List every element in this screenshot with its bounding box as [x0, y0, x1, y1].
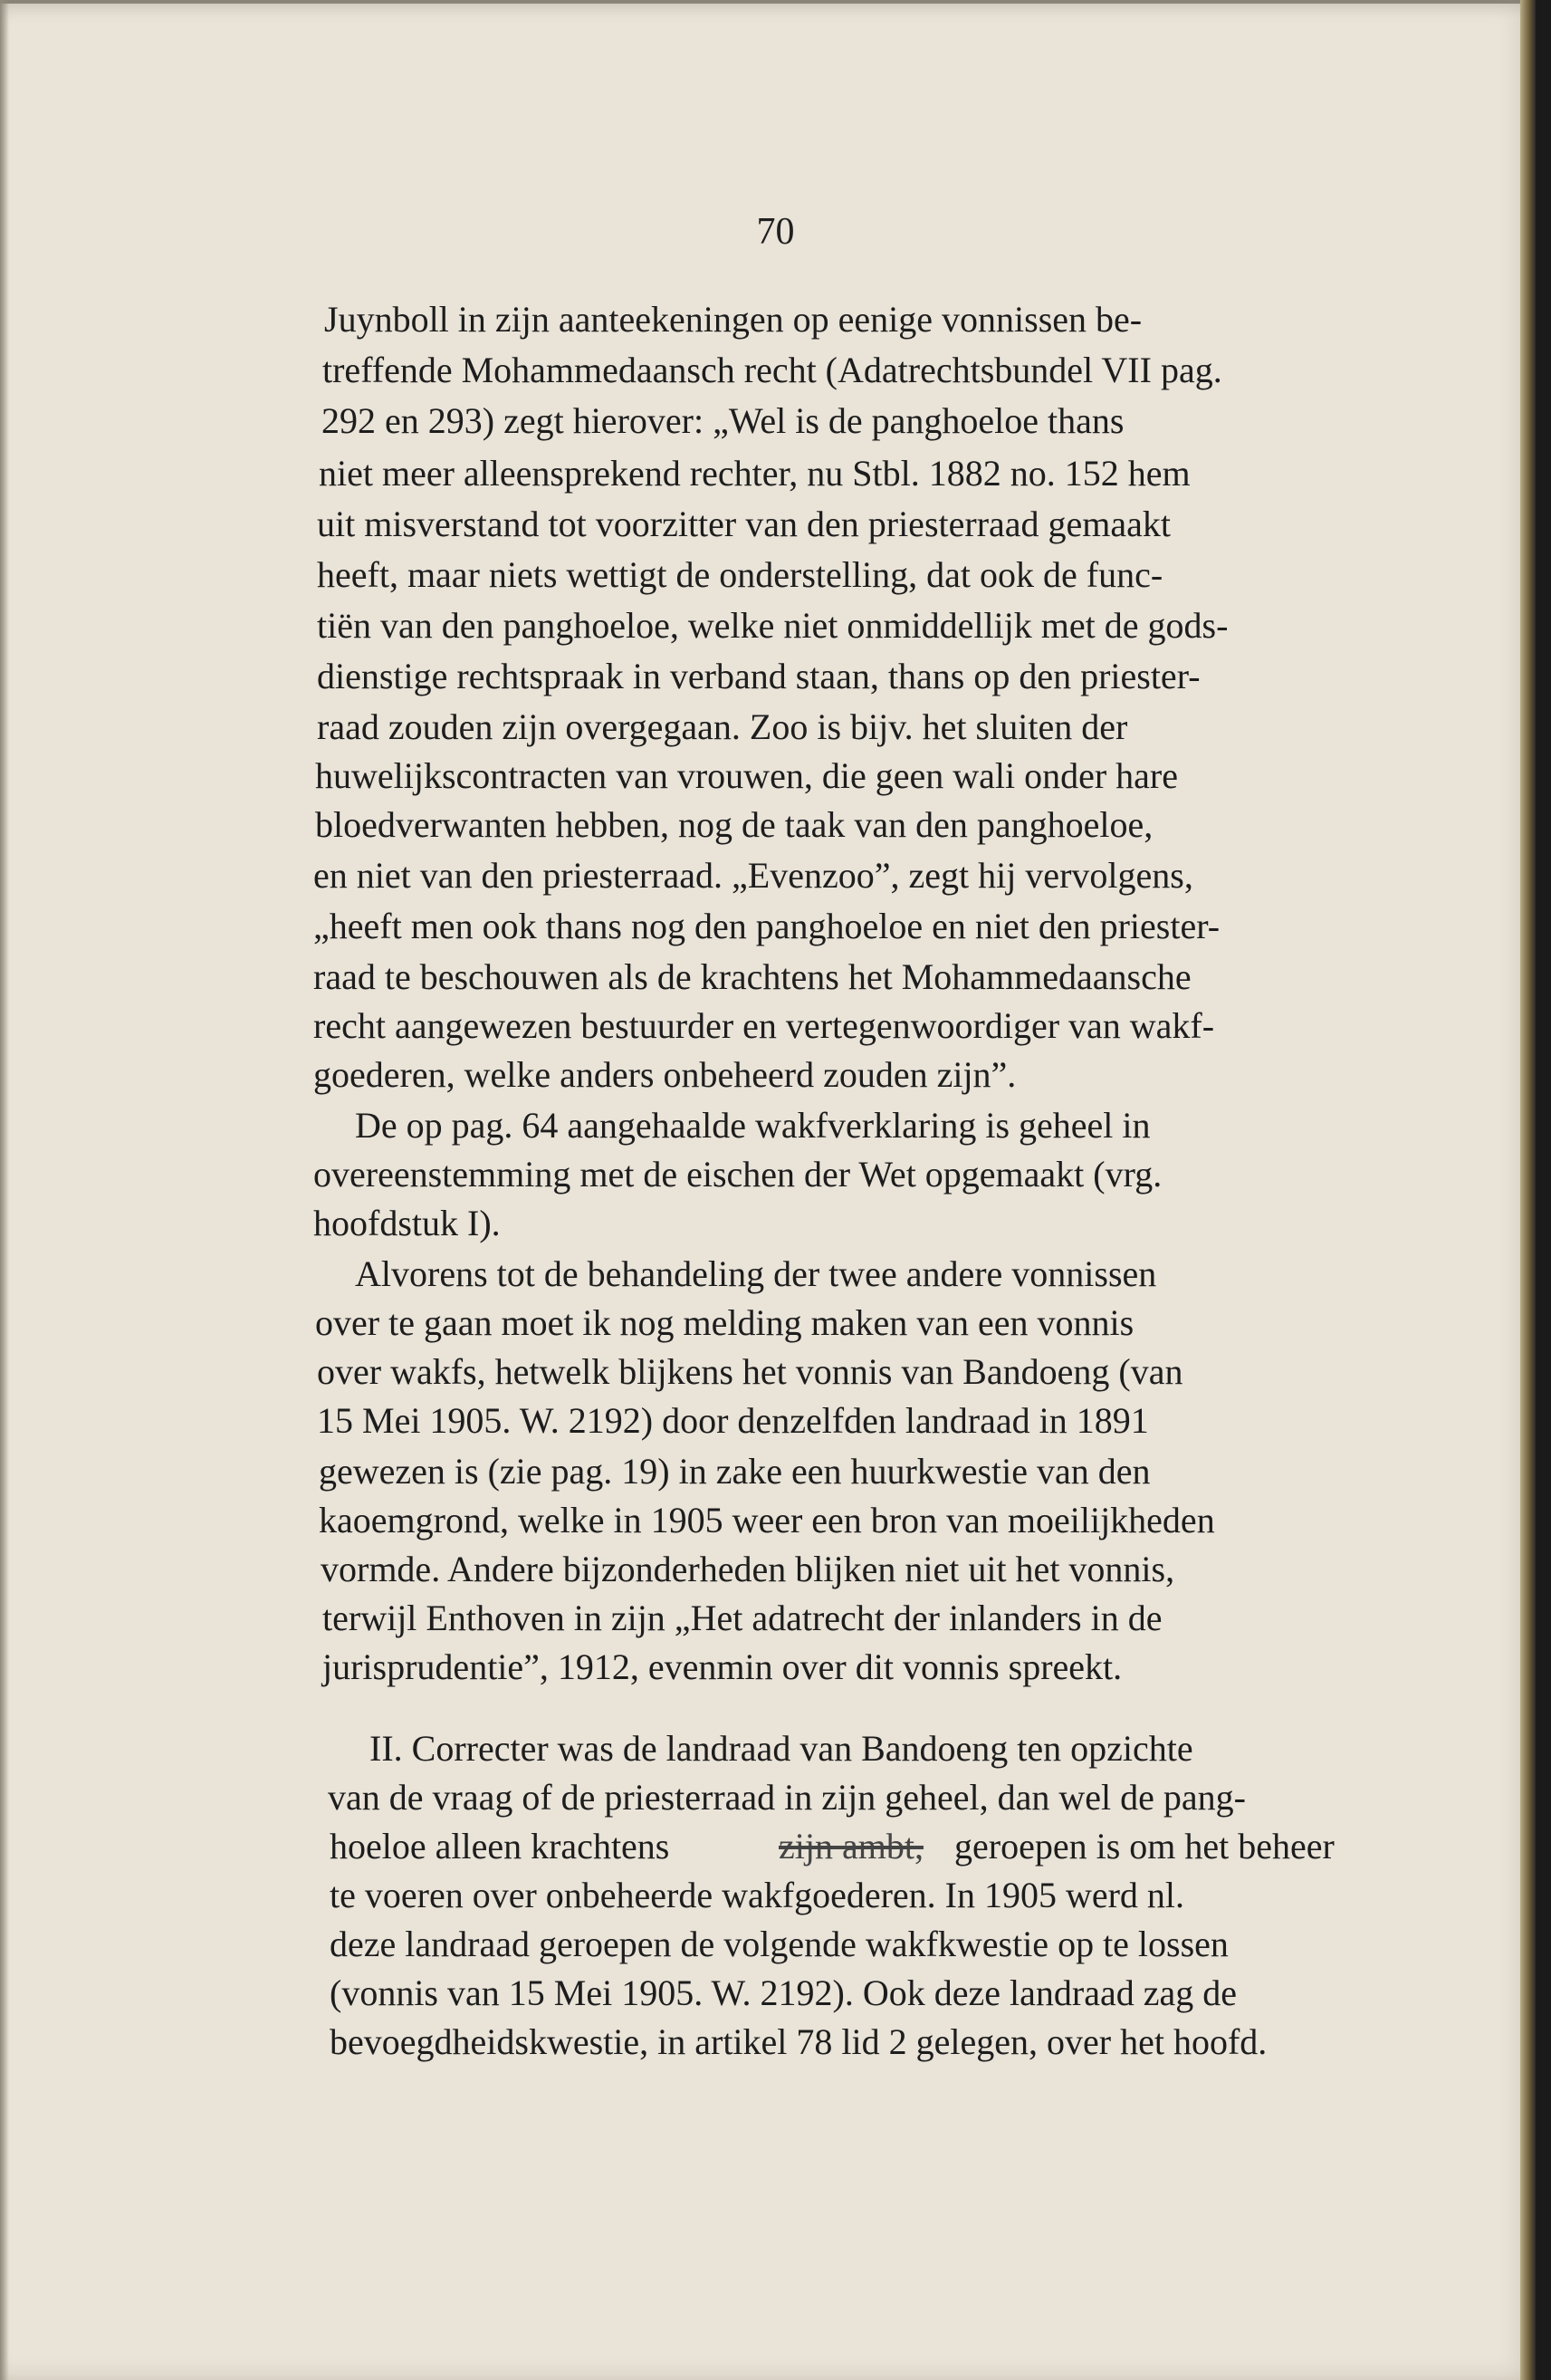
text-line: recht aangewezen bestuurder en vertegenwoordiger van wakf- [313, 1005, 1215, 1046]
text-line: heeft, maar niets wettigt de onderstelling, dat ook de func- [317, 554, 1163, 595]
text-line: „heeft men ook thans nog den panghoeloe en niet den priester- [313, 906, 1221, 946]
text-line: gewezen is (zie pag. 19) in zake een huurkwestie van den [319, 1451, 1151, 1492]
text-line: 15 Mei 1905. W. 2192) door denzelfden landraad in 1891 [317, 1400, 1149, 1441]
text-line: en niet van den priesterraad. „Evenzoo”, zegt hij vervolgens, [313, 855, 1193, 896]
text-line: De op pag. 64 aangehaalde wakfverklaring is geheel in [355, 1105, 1151, 1146]
page-number: 70 [756, 211, 795, 253]
text-line: te voeren over onbeheerde wakfgoederen. In 1905 werd nl. [330, 1875, 1185, 1915]
text-line: over te gaan moet ik nog melding maken van een vonnis [315, 1302, 1135, 1343]
text-line: kaoemgrond, welke in 1905 weer een bron van moeilijkheden [319, 1500, 1215, 1540]
text-line: goederen, welke anders onbeheerd zouden zijn”. [313, 1054, 1017, 1095]
text-line: jurisprudentie”, 1912, evenmin over dit vonnis spreekt. [322, 1646, 1123, 1687]
text-line: dienstige rechtspraak in verband staan, thans op den priester- [317, 656, 1201, 696]
text-line: tiën van den panghoeloe, welke niet onmiddellijk met de gods- [317, 605, 1229, 646]
text-line: deze landraad geroepen de volgende wakfkwestie op te lossen [330, 1924, 1229, 1964]
text-line: terwijl Enthoven in zijn „Het adatrecht der inlanders in de [322, 1598, 1163, 1638]
text-line: raad te beschouwen als de krachtens het Mohammedaansche [313, 956, 1192, 997]
text-line: 292 en 293) zegt hierover: „Wel is de panghoeloe thans [321, 400, 1125, 441]
text-line: Alvorens tot de behandeling der twee andere vonnissen [355, 1253, 1157, 1294]
text-line: raad zouden zijn overgegaan. Zoo is bijv. het sluiten der [317, 706, 1128, 747]
text-line: overeenstemming met de eischen der Wet opgemaakt (vrg. [313, 1154, 1163, 1195]
text-line: over wakfs, hetwelk blijkens het vonnis van Bandoeng (van [317, 1351, 1183, 1392]
text-line: bevoegdheidskwestie, in artikel 78 lid 2 gelegen, over het hoofd. [330, 2021, 1268, 2062]
page-top-edge [0, 0, 1536, 4]
text-line: bloedverwanten hebben, nog de taak van den panghoeloe, [315, 804, 1154, 845]
text-line: hoofdstuk I). [313, 1203, 501, 1243]
text-line: hoeloe alleen krachtens zijn ambt, geroepen is om het beheer [0, 1822, 1551, 1871]
text-line: huwelijkscontracten van vrouwen, die geen wali onder hare [315, 755, 1178, 796]
text-line: Juynboll in zijn aanteekeningen op eenige vonnissen be- [324, 299, 1143, 340]
struck-text: zijn ambt, [779, 1826, 924, 1867]
text-line: II. Correcter was de landraad van Bandoeng ten opzichte [369, 1728, 1193, 1769]
text-line: niet meer alleensprekend rechter, nu Stbl. 1882 no. 152 hem [319, 453, 1191, 494]
text-line: vormde. Andere bijzonderheden blijken niet uit het vonnis, [321, 1549, 1175, 1589]
text-line: treffende Mohammedaansch recht (Adatrechtsbundel VII pag. [322, 350, 1222, 390]
text-line: van de vraag of de priesterraad in zijn geheel, dan wel de pang- [328, 1777, 1246, 1818]
text-line: uit misverstand tot voorzitter van den priesterraad gemaakt [317, 504, 1172, 544]
text-line: (vonnis van 15 Mei 1905. W. 2192). Ook deze landraad zag de [330, 1972, 1237, 2013]
